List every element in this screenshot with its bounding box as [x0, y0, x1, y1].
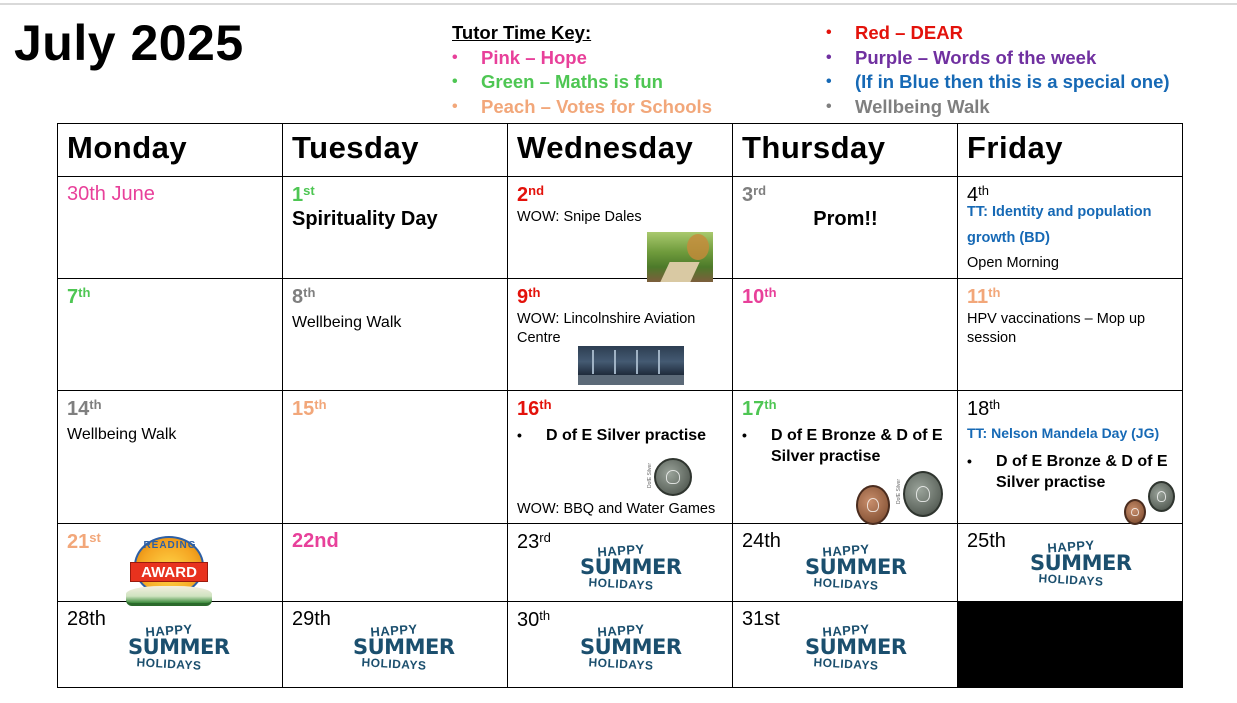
key-item-label: Purple – Words of the week — [855, 46, 1097, 68]
aviation-centre-photo — [578, 346, 684, 385]
reading-award-icon — [126, 534, 212, 608]
tutor-time-key-right — [826, 21, 1170, 119]
bullet-text: D of E Silver practise — [546, 427, 707, 444]
key-item-red — [826, 21, 1170, 46]
happy-summer-holidays-logo: HAPPY SUMMER HOLIDAYS — [580, 541, 682, 593]
day-cell — [958, 177, 1183, 279]
key-item-peach — [452, 95, 712, 120]
calendar-table — [57, 123, 1183, 688]
date-label: 18th — [967, 397, 1001, 420]
day-cell — [283, 391, 508, 524]
date-label: 24th — [742, 530, 781, 552]
bullet-event — [742, 425, 956, 467]
happy-summer-holidays-logo: HAPPY SUMMER HOLIDAYS — [353, 621, 455, 673]
day-cell — [733, 391, 958, 524]
day-cell — [958, 279, 1183, 391]
date-label: 22nd — [292, 530, 339, 552]
date-label: 8th — [292, 285, 316, 308]
key-item-label: Green – Maths is fun — [481, 71, 663, 92]
key-item-grey — [826, 95, 1170, 120]
date-label: 16th — [517, 397, 552, 420]
bullet-icon: • — [826, 73, 832, 90]
bullet-icon: • — [517, 427, 522, 443]
event-text: WOW: Lincolnshire Aviation Centre — [517, 311, 696, 346]
header-tuesday: Tuesday — [283, 124, 508, 177]
day-cell — [283, 524, 508, 602]
day-cell — [733, 279, 958, 391]
dofe-silver-badge-icon — [903, 471, 943, 517]
date-label: 28th — [67, 608, 106, 630]
happy-summer-holidays-logo: HAPPY SUMMER HOLIDAYS — [1030, 537, 1132, 589]
date-label: 9th — [517, 285, 541, 308]
week-row — [58, 391, 1183, 524]
day-cell — [58, 177, 283, 279]
bullet-icon: • — [826, 48, 832, 66]
key-item-label: (If in Blue then this is a special one) — [855, 71, 1170, 92]
key-item-green — [452, 70, 712, 95]
header-thursday: Thursday — [733, 124, 958, 177]
date-label: 31st — [742, 608, 780, 630]
event-text: Wellbeing Walk — [292, 314, 402, 331]
date-label: 3rd — [742, 183, 767, 206]
header-wednesday: Wednesday — [508, 124, 733, 177]
day-cell — [508, 177, 733, 279]
empty-blackout-cell — [958, 602, 1183, 688]
bullet-icon: • — [967, 453, 972, 469]
day-cell — [58, 602, 283, 688]
event-text: Spirituality Day — [292, 208, 438, 230]
badge-label: DofE Silver — [896, 479, 902, 505]
week-row — [58, 279, 1183, 391]
key-item-blue — [826, 70, 1170, 95]
day-cell — [733, 177, 958, 279]
key-item-label: Wellbeing Walk — [855, 95, 990, 117]
bullet-icon: • — [452, 48, 458, 66]
date-label: 23rd — [517, 530, 551, 553]
dofe-silver-badge-icon — [1148, 481, 1175, 512]
dofe-bronze-badge-icon — [856, 485, 890, 525]
event-text: WOW: BBQ and Water Games — [517, 501, 716, 517]
bullet-icon: • — [742, 427, 747, 443]
day-cell — [958, 524, 1183, 602]
day-cell — [58, 279, 283, 391]
tutor-time-special: TT: Identity and population growth (BD) — [967, 204, 1152, 246]
page-title: July 2025 — [14, 15, 244, 71]
happy-summer-holidays-logo: HAPPY SUMMER HOLIDAYS — [805, 621, 907, 673]
bullet-text: D of E Bronze & D of E Silver practise — [996, 453, 1168, 491]
week-row — [58, 524, 1183, 602]
day-cell — [508, 602, 733, 688]
key-item-purple — [826, 46, 1170, 71]
day-cell — [958, 391, 1183, 524]
award-banner-text: AWARD — [130, 562, 208, 582]
day-cell — [733, 524, 958, 602]
calendar-header-row — [58, 124, 1183, 177]
date-label: 7th — [67, 285, 91, 308]
bullet-event — [967, 451, 1181, 493]
happy-summer-holidays-logo: HAPPY SUMMER HOLIDAYS — [805, 541, 907, 593]
day-cell — [508, 391, 733, 524]
day-cell — [508, 524, 733, 602]
event-text: HPV vaccinations – Mop up session — [967, 311, 1146, 346]
date-label: 15th — [292, 397, 327, 420]
header-monday: Monday — [58, 124, 283, 177]
day-cell — [283, 177, 508, 279]
dofe-silver-badge-icon — [654, 458, 692, 496]
key-heading: Tutor Time Key: — [452, 22, 592, 43]
award-top-text: READING — [143, 540, 197, 551]
key-item-pink — [452, 46, 712, 71]
top-border-line — [0, 3, 1237, 5]
event-text: Wellbeing Walk — [67, 426, 177, 443]
happy-summer-holidays-logo: HAPPY SUMMER HOLIDAYS — [580, 621, 682, 673]
date-label: 10th — [742, 285, 777, 308]
key-item-label: Pink – Hope — [481, 46, 587, 68]
bullet-icon: • — [826, 24, 832, 41]
bullet-text: D of E Bronze & D of E Silver practise — [771, 427, 943, 465]
date-label: 1st — [292, 183, 315, 206]
header-friday: Friday — [958, 124, 1183, 177]
bullet-icon: • — [452, 97, 458, 115]
dofe-bronze-badge-icon — [1124, 499, 1146, 525]
badge-label: DofE Silver — [647, 463, 653, 489]
date-label: 4th — [967, 183, 989, 206]
bullet-icon: • — [826, 97, 832, 115]
event-text: Open Morning — [967, 255, 1059, 271]
happy-summer-holidays-logo: HAPPY SUMMER HOLIDAYS — [128, 621, 230, 673]
tutor-time-key-left — [452, 21, 712, 119]
key-item-label: Peach – Votes for Schools — [481, 95, 712, 117]
key-item-label: Red – DEAR — [855, 22, 963, 43]
snipe-dales-photo — [647, 232, 713, 282]
day-cell — [283, 279, 508, 391]
day-cell — [58, 391, 283, 524]
date-label: 11th — [967, 285, 1001, 308]
event-text: Prom!! — [813, 208, 878, 230]
bullet-icon: • — [452, 73, 458, 90]
date-label: 14th — [67, 397, 102, 420]
date-label: 2nd — [517, 183, 545, 206]
date-label: 21st — [67, 530, 101, 553]
day-cell — [733, 602, 958, 688]
event-text: WOW: Snipe Dales — [517, 209, 642, 225]
day-cell — [283, 602, 508, 688]
week-row — [58, 602, 1183, 688]
day-cell — [58, 524, 283, 602]
day-cell — [508, 279, 733, 391]
date-label: 29th — [292, 608, 331, 630]
date-label: 17th — [742, 397, 777, 420]
date-label: 25th — [967, 530, 1006, 552]
bullet-event — [517, 425, 731, 446]
date-label: 30th — [517, 608, 551, 631]
date-label: 30th June — [67, 183, 155, 205]
week-row — [58, 177, 1183, 279]
tutor-time-special: TT: Nelson Mandela Day (JG) — [967, 425, 1160, 441]
